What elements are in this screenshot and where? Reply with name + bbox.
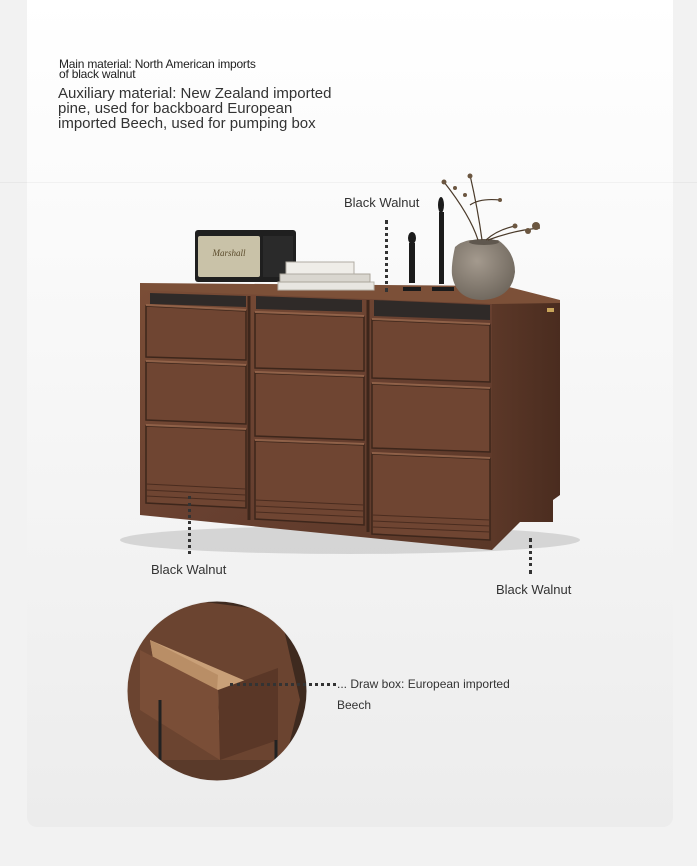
right-callout-line [529,538,532,574]
figurine-icon [403,197,454,291]
speaker-badge: Marshall [212,248,246,258]
bottom-right-callout-label: Black Walnut [496,582,572,597]
top-callout-label: Black Walnut [344,195,420,210]
drawer-callout-line [230,683,336,686]
auxiliary-material-text: Auxiliary material: New Zealand imported pine, used for backboard European imported Beech, used for pumping box [58,85,332,132]
left-callout-line [188,496,191,554]
brand-tag [547,308,554,312]
sideboard-cabinet [140,283,560,550]
main-material-text: Main material: North American imports of black walnut [59,57,256,81]
cabinet-side [492,303,560,550]
drawer-box-label: ... Draw box: European imported Beech [337,677,510,712]
top-callout-line [385,220,388,292]
bottom-left-callout-label: Black Walnut [151,562,227,577]
books-icon [278,262,374,290]
vase-icon [442,174,541,301]
